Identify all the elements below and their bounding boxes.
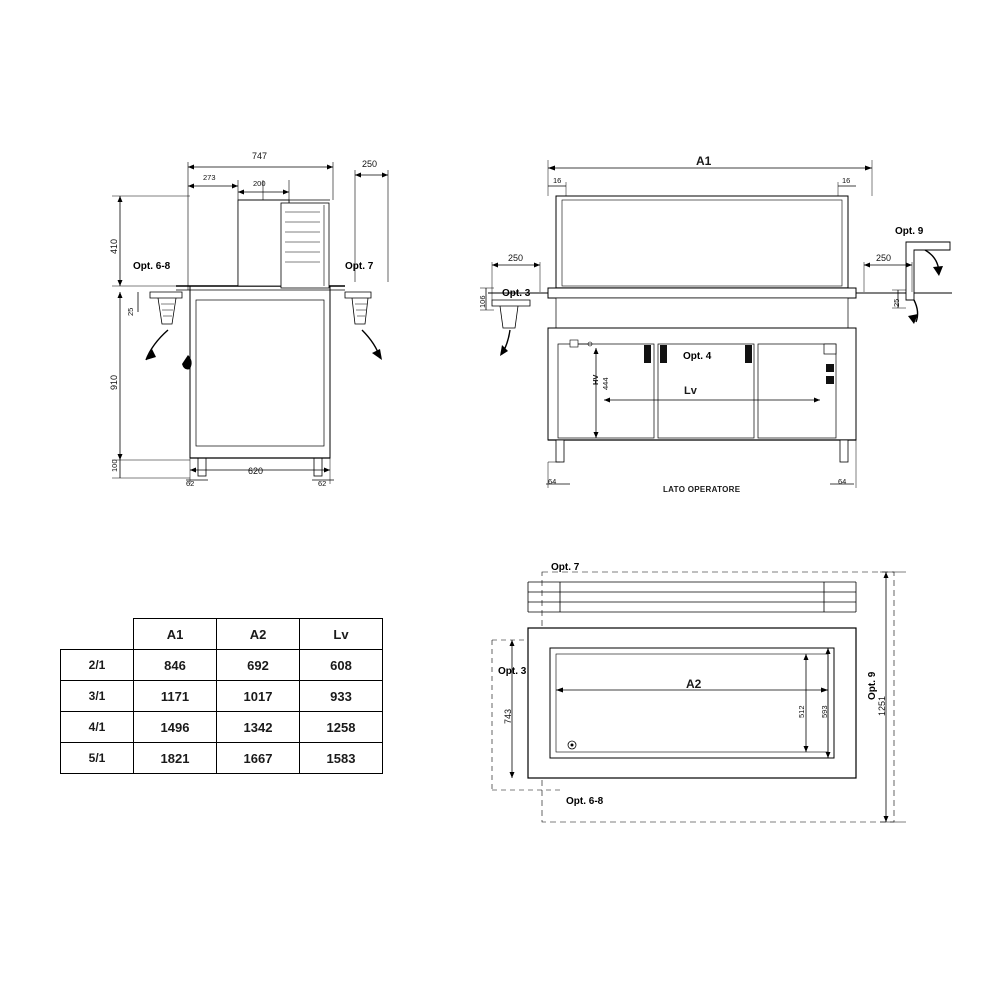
- table-header-lv: Lv: [300, 619, 383, 650]
- dim-side-910: 910: [109, 374, 119, 390]
- table-cell-lv: 1583: [300, 743, 383, 774]
- table-corner-cell: [61, 619, 134, 650]
- table-row-model: 5/1: [61, 743, 134, 774]
- dim-side-100: 100: [110, 459, 119, 472]
- dim-front-hv-value: 444: [601, 377, 610, 390]
- dim-front-foot-left: 64: [548, 477, 557, 486]
- table-cell-lv: 933: [300, 681, 383, 712]
- dim-side-620: 620: [248, 466, 264, 476]
- dim-front-a1: A1: [696, 154, 712, 168]
- table-cell-lv: 1258: [300, 712, 383, 743]
- table-header-a2: A2: [217, 619, 300, 650]
- table-cell-a2: 692: [217, 650, 300, 681]
- label-opt-6-8-top: Opt. 6-8: [566, 796, 604, 807]
- table-cell-a1: 1496: [134, 712, 217, 743]
- dim-front-25-right: 25: [892, 298, 901, 307]
- table-row: [61, 712, 383, 743]
- table-row-model: 3/1: [61, 681, 134, 712]
- dim-side-foot-right: 62: [318, 479, 327, 488]
- dim-front-250-left: 250: [508, 253, 524, 263]
- dim-side-200: 200: [253, 179, 266, 188]
- table-cell-a2: 1017: [217, 681, 300, 712]
- table-row-model: 4/1: [61, 712, 134, 743]
- dim-side-250: 250: [362, 159, 378, 169]
- dim-top-593: 593: [820, 705, 829, 718]
- table-row: [61, 681, 383, 712]
- dim-front-foot-right: 64: [838, 477, 847, 486]
- dim-front-250-right: 250: [876, 253, 892, 263]
- label-lato-operatore: LATO OPERATORE: [663, 485, 741, 494]
- table-cell-a1: 846: [134, 650, 217, 681]
- label-opt-3-front: Opt. 3: [502, 288, 531, 299]
- dim-front-lv: Lv: [684, 385, 697, 397]
- table-row-model: 2/1: [61, 650, 134, 681]
- table-cell-a2: 1667: [217, 743, 300, 774]
- dim-top-a2: A2: [686, 677, 702, 691]
- table-cell-lv: 608: [300, 650, 383, 681]
- label-opt-9-front: Opt. 9: [895, 226, 924, 237]
- table-header-row: [61, 619, 383, 650]
- label-opt-7-top: Opt. 7: [551, 562, 580, 573]
- dim-side-747: 747: [252, 151, 268, 161]
- table-cell-a2: 1342: [217, 712, 300, 743]
- label-opt-3-top: Opt. 3: [498, 666, 527, 677]
- dim-front-16-right: 16: [842, 176, 851, 185]
- dim-front-16-left: 16: [553, 176, 562, 185]
- dim-side-25: 25: [126, 307, 135, 316]
- dim-side-foot-left: 62: [186, 479, 195, 488]
- dim-side-410: 410: [109, 238, 119, 254]
- dim-front-106: 106: [478, 295, 487, 308]
- table-cell-a1: 1821: [134, 743, 217, 774]
- label-opt-7-side: Opt. 7: [345, 261, 374, 272]
- dim-front-hv: HV: [591, 374, 600, 385]
- dimension-table: [60, 618, 383, 774]
- label-opt-6-8-side: Opt. 6-8: [133, 261, 171, 272]
- table-row: [61, 650, 383, 681]
- table-header-a1: A1: [134, 619, 217, 650]
- dim-top-512: 512: [797, 705, 806, 718]
- dim-side-273: 273: [203, 173, 216, 182]
- table-row: [61, 743, 383, 774]
- table-cell-a1: 1171: [134, 681, 217, 712]
- label-opt-9-top: Opt. 9: [867, 671, 878, 700]
- dim-top-1251: 1251: [877, 695, 887, 716]
- dim-top-743: 743: [503, 708, 513, 724]
- label-opt-4-front: Opt. 4: [683, 351, 712, 362]
